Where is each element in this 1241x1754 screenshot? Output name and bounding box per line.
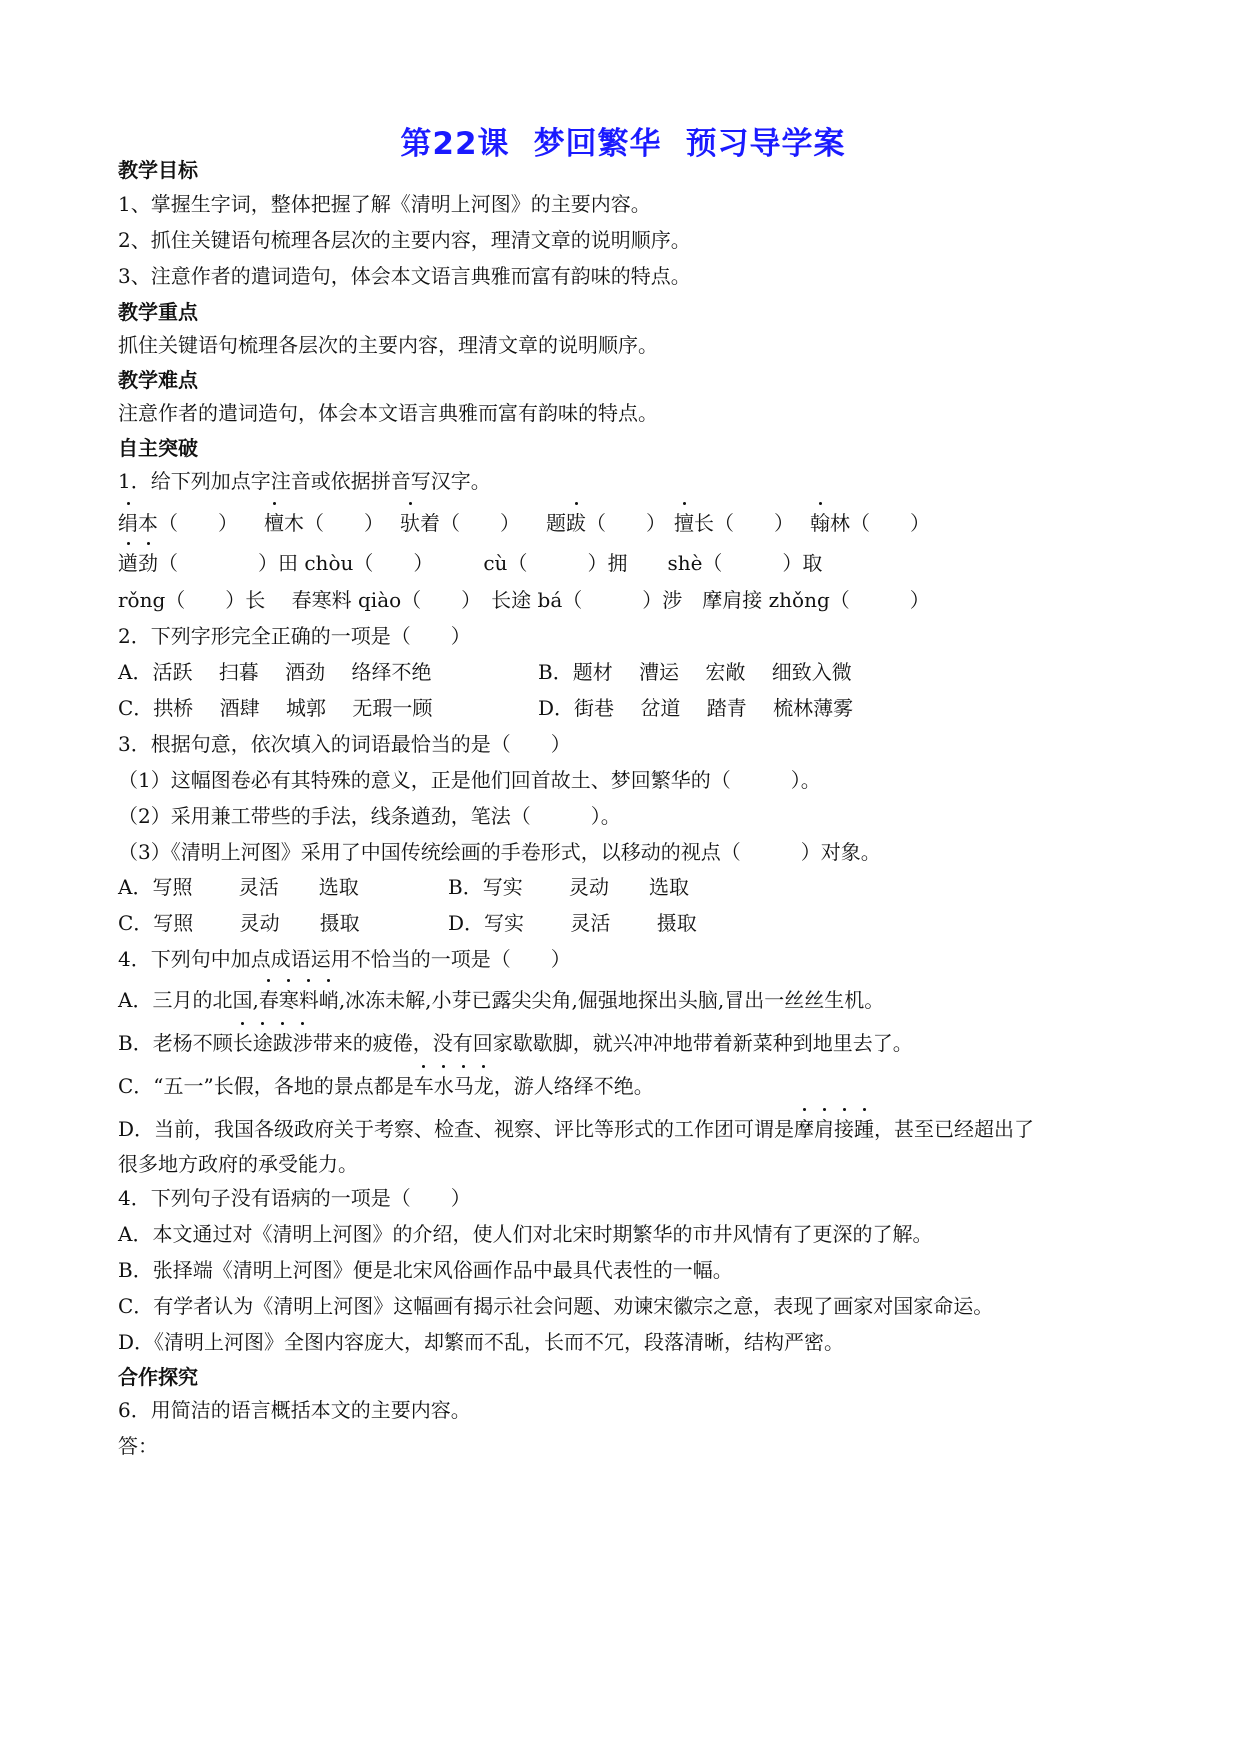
q1-row2: 遒劲（ ）田 chòu（ ） cù（ ）拥 shè（ ）取 xyxy=(118,551,823,575)
q3-sentence: （2）采用兼工带些的手法，线条遒劲，笔法（ ）。 xyxy=(118,804,621,828)
key-text: 抓住关键语句梳理各层次的主要内容，理清文章的说明顺序。 xyxy=(118,333,658,357)
document-title xyxy=(118,118,1128,163)
q5-stem: 4．下列句子没有语病的一项是（ ） xyxy=(118,1186,471,1210)
dotted-char: 绢 xyxy=(118,511,138,535)
q1-row3: rǒng（ ）长 春寒料 qiào（ ） 长途 bá（ ）涉 摩肩接 zhǒng（ ） xyxy=(118,588,930,612)
difficulty-heading: 教学难点 xyxy=(118,368,198,392)
q4-stem: 4．下列句中加点成语运用不恰当的一项是（ ） xyxy=(118,947,571,971)
q3-sentence: （3）《清明上河图》采用了中国传统绘画的手卷形式，以移动的视点（ ）对象。 xyxy=(118,840,881,864)
coop-heading: 合作探究 xyxy=(118,1365,198,1389)
title-type: 预习导学案 xyxy=(685,126,846,162)
q5-option: B．张择端《清明上河图》便是北宋风俗画作品中最具代表性的一幅。 xyxy=(118,1258,733,1282)
dotted-char: 檀 xyxy=(264,511,284,535)
q5-option: D．《清明上河图》全图内容庞大，却繁而不乱，长而不冗，段落清晰，结构严密。 xyxy=(118,1330,845,1354)
q6-stem: 6．用简洁的语言概括本文的主要内容。 xyxy=(118,1398,471,1422)
title-name: 梦回繁华 xyxy=(533,126,662,162)
q1-item: 绢本（ ） xyxy=(118,511,238,535)
q4-option-c: C．“五一”长假，各地的景点都是车水马龙，游人络绎不绝。 xyxy=(118,1074,654,1098)
q4-option-d: D．当前，我国各级政府关于考察、检查、视察、评比等形式的工作团可谓是摩肩接踵，甚至已经超出了 xyxy=(118,1117,1035,1141)
q4-option-a: A．三月的北国,春寒料峭,冰冻未解,小芽已露尖尖角,倔强地探出头脑,冒出一丝丝生机。 xyxy=(118,988,885,1012)
q4-option-d-cont: 很多地方政府的承受能力。 xyxy=(118,1152,358,1176)
dotted-char: 翰 xyxy=(810,511,830,535)
difficulty-text: 注意作者的遣词造句，体会本文语言典雅而富有韵味的特点。 xyxy=(118,401,658,425)
q1-item: 题跋（ ） xyxy=(546,511,666,535)
title-lesson: 第22课 xyxy=(400,126,510,162)
dotted-char: 驮 xyxy=(400,511,420,535)
key-heading: 教学重点 xyxy=(118,300,198,324)
dotted-char: 擅 xyxy=(674,511,694,535)
goal-item: 1、掌握生字词，整体把握了解《清明上河图》的主要内容。 xyxy=(118,192,651,216)
self-study-heading: 自主突破 xyxy=(118,436,198,460)
q1-row1 xyxy=(118,509,1128,539)
q2-stem: 2．下列字形完全正确的一项是（ ） xyxy=(118,624,471,648)
q5-option: A．本文通过对《清明上河图》的介绍，使人们对北宋时期繁华的市井风情有了更深的了解。 xyxy=(118,1222,933,1246)
goals-heading: 教学目标 xyxy=(118,158,198,182)
q6-answer-label: 答： xyxy=(118,1434,158,1458)
q1-stem: 1．给下列加点字注音或依据拼音写汉字。 xyxy=(118,469,491,493)
dotted-char: 遒 xyxy=(118,551,138,575)
dotted-char: 劲 xyxy=(138,551,158,575)
goal-item: 3、注意作者的遣词造句，体会本文语言典雅而富有韵味的特点。 xyxy=(118,264,691,288)
q3-sentence: （1）这幅图卷必有其特殊的意义，正是他们回首故土、梦回繁华的（ ）。 xyxy=(118,768,821,792)
q3-stem: 3．根据句意，依次填入的词语最恰当的是（ ） xyxy=(118,732,571,756)
q4-option-b: B．老杨不顾长途跋涉带来的疲倦，没有回家歇歇脚，就兴冲冲地带着新菜种到地里去了。 xyxy=(118,1031,913,1055)
q1-item: 驮着（ ） xyxy=(400,511,520,535)
q1-item: 檀木（ ） xyxy=(264,511,384,535)
dotted-char: 跋 xyxy=(566,511,586,535)
q1-item: 擅长（ ） xyxy=(674,511,794,535)
goal-item: 2、抓住关键语句梳理各层次的主要内容，理清文章的说明顺序。 xyxy=(118,228,691,252)
q1-item: 翰林（ ） xyxy=(810,511,930,535)
q5-option: C．有学者认为《清明上河图》这幅画有揭示社会问题、劝谏宋徽宗之意，表现了画家对国家命运。 xyxy=(118,1294,994,1318)
